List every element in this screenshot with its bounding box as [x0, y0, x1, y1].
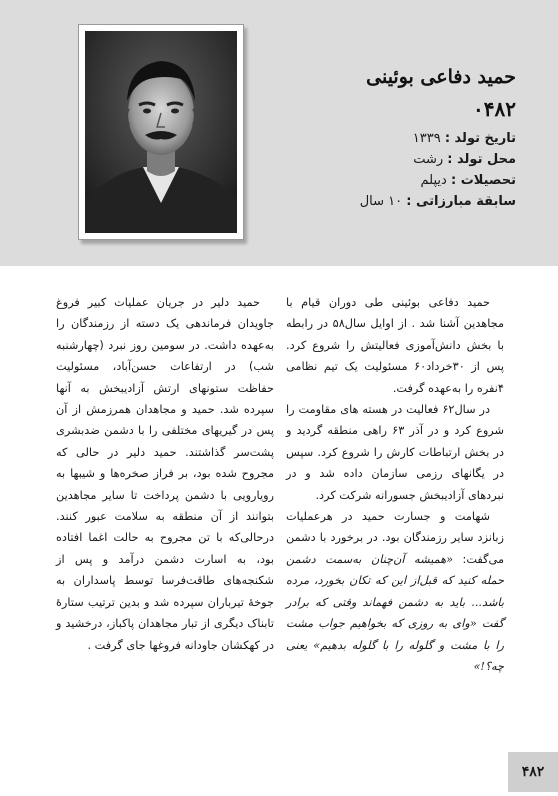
paragraph-1: حمید دفاعی بوئینی طی دوران قیام با مجاهدین آشنا شد . از اوایل سال۵۸ در رابطه با بخش دانش‌آموزی فعالیتش را شروع کرد. پس از ۳۰خرداد۶۰ مسئولیت یک تیم نظامی ۴نفره را به‌عهده گرفت.	[286, 296, 504, 395]
portrait-frame	[78, 24, 244, 240]
birth-place-label: محل تولد :	[447, 152, 516, 167]
profile-fields	[286, 128, 516, 212]
education-field	[286, 170, 516, 191]
experience-label: سابقة مبارزاتی :	[406, 194, 516, 209]
body-column-left	[56, 292, 274, 656]
education-label: تحصیلات :	[450, 173, 516, 188]
experience-value: ۱۰ سال	[359, 194, 403, 209]
education-value: دیپلم	[420, 173, 447, 188]
profile-info	[286, 62, 516, 212]
paragraph-3-quote: «همیشه آن‌چنان به‌سمت دشمن حمله کنید که قبل‌از این که تکان بخورد، مرده باشد... باید به دشمن فهماند وقتی که برادر گفت «وای به روزی که بخواهیم جواب مشت را با مشت و گلوله را با گلوله بدهیم» یعنی چه؟!»	[286, 552, 504, 673]
birth-place-value: رشت	[413, 152, 444, 167]
paragraph-4: حمید دلیر در جریان عملیات کبیر فروغ جاویدان فرماندهی یک دسته از رزمندگان را به‌عهده داشت. در سومین روز نبرد (چهارشنبه شب) در ارتفاعات حسن‌آباد، مسئولیت حفاظت ستونهای ارتش آزادیبخش به آنها سپرده شد. حمید و مجاهدان همرزمش از آن پس در گیریهای مختلفی را با دشمن ضدبشری پشت‌سر گذاشتند. حمید دلیر در حالی که مجروح شده بود، بر فراز صخره‌ها و شیبها به رویارویی با دشمن پرداخت تا سایر مجاهدین بتوانند از آن منطقه به سلامت عبور کنند. درحالی‌که با تن مجروح به حالت اغما افتاده بود، به اسارت دشمن درآمد و پس از شکنجه‌های طاقت‌فرسا توسط پاسداران به جوخهٔ تیرباران سپرده شد و بدین ترتیب ستارهٔ تابناک دیگری از تبار مجاهدان پاکباز، درخشید و در کهکشان جاودانه فروغها جای گرفت .	[56, 296, 274, 652]
birth-date-label: تاریخ تولد :	[444, 131, 516, 146]
page-number: ۴۸۲	[508, 752, 558, 792]
portrait-photo	[85, 31, 237, 233]
paragraph-2: در سال۶۲ فعالیت در هسته های مقاومت را شروع کرد و در آذر ۶۳ راهی منطقه گردید و در بخش ارتباطات کارش را شروع کرد. سپس در یگانهای رزمی سازمان داده شد و در نبردهای آزادیبخش جسورانه شرکت کرد.	[286, 403, 504, 502]
birth-place-field	[286, 149, 516, 170]
birth-date-field	[286, 128, 516, 149]
person-name: حمید دفاعی بوئینی	[366, 66, 516, 88]
paragraph-3-text: شهامت و جسارت حمید در هرعملیات زبانزد سایر رزمندگان بود. در برخورد با دشمن می‌گفت:	[286, 510, 504, 566]
body-column-right	[286, 292, 504, 677]
experience-field	[286, 191, 516, 212]
person-code: ۰۴۸۲	[473, 97, 516, 121]
birth-date-value: ۱۳۳۹	[412, 131, 441, 146]
paragraph-3	[286, 506, 504, 677]
